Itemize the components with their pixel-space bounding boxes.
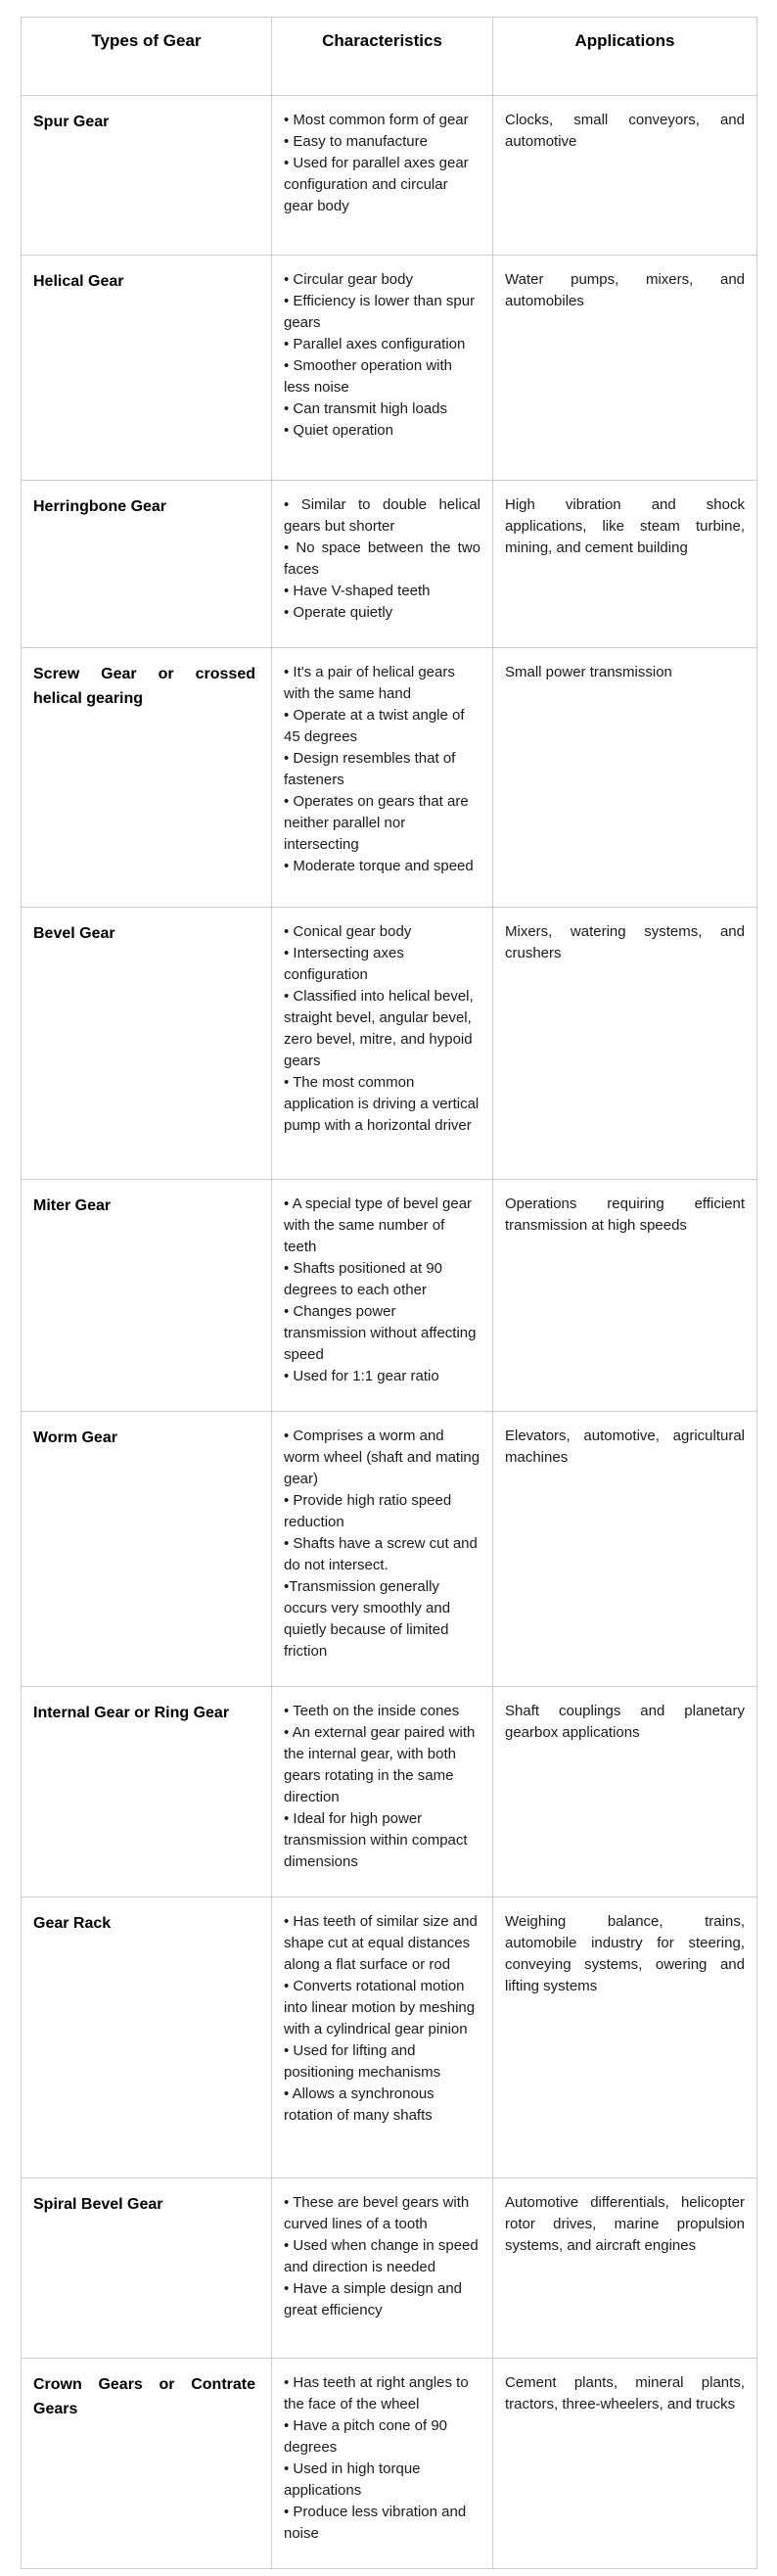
applications-cell: Clocks, small conveyors, and automotive — [493, 96, 757, 256]
column-header-characteristics: Characteristics — [272, 18, 493, 96]
column-header-types-of-gear: Types of Gear — [22, 18, 272, 96]
characteristic-item: • Design resembles that of fasteners — [284, 750, 456, 788]
characteristics-cell — [272, 2178, 493, 2359]
characteristic-item: • Have V-shaped teeth — [284, 583, 431, 599]
characteristic-item: • Comprises a worm and worm wheel (shaft and mating gear) — [284, 1428, 480, 1487]
table-row — [22, 2359, 757, 2569]
characteristics-cell — [272, 1412, 493, 1687]
characteristic-item: • Has teeth at right angles to the face of the wheel — [284, 2374, 469, 2412]
characteristic-item: • Circular gear body — [284, 271, 413, 288]
table-row — [22, 96, 757, 256]
characteristic-item: • Operate at a twist angle of 45 degrees — [284, 707, 465, 745]
characteristic-item: • Changes power transmission without affecting speed — [284, 1303, 477, 1363]
characteristic-item: • These are bevel gears with curved lines of a tooth — [284, 2194, 470, 2232]
applications-cell: Weighing balance, trains, automobile industry for steering, conveying systems, owering and lifting systems — [493, 1897, 757, 2178]
characteristic-item: •Transmission generally occurs very smoothly and quietly because of limited friction — [284, 1578, 451, 1660]
gear-type-cell: Bevel Gear — [22, 908, 272, 1180]
table-row — [22, 1180, 757, 1412]
characteristics-cell — [272, 1687, 493, 1897]
table-row — [22, 2178, 757, 2359]
table-row — [22, 1687, 757, 1897]
characteristic-item: • Used in high torque applications — [284, 2460, 421, 2499]
characteristics-cell — [272, 96, 493, 256]
gear-types-table — [21, 17, 757, 2569]
characteristic-item: • Similar to double helical gears but shorter — [284, 496, 480, 535]
applications-cell: Shaft couplings and planetary gearbox applications — [493, 1687, 757, 1897]
characteristic-item: • An external gear paired with the internal gear, with both gears rotating in the same direction — [284, 1724, 476, 1805]
characteristic-item: • Converts rotational motion into linear motion by meshing with a cylindrical gear pinion — [284, 1978, 476, 2037]
applications-cell: Small power transmission — [493, 648, 757, 908]
characteristics-cell — [272, 1897, 493, 2178]
characteristic-item: • Quiet operation — [284, 422, 393, 439]
gear-type-cell: Worm Gear — [22, 1412, 272, 1687]
characteristic-item: • Conical gear body — [284, 923, 412, 940]
characteristic-item: • Ideal for high power transmission within compact dimensions — [284, 1810, 468, 1870]
characteristics-cell — [272, 256, 493, 481]
characteristic-item: • Easy to manufacture — [284, 133, 428, 150]
characteristic-item: • No space between the two faces — [284, 539, 480, 578]
characteristic-item: • Teeth on the inside cones — [284, 1703, 460, 1719]
characteristic-item: • Used when change in speed and direction is needed — [284, 2237, 479, 2275]
characteristic-item: • It's a pair of helical gears with the same hand — [284, 664, 455, 702]
applications-cell: Cement plants, mineral plants, tractors, three-wheelers, and trucks — [493, 2359, 757, 2569]
table-row — [22, 1412, 757, 1687]
gear-type-cell: Crown Gears or Contrate Gears — [22, 2359, 272, 2569]
characteristic-item: • Shafts positioned at 90 degrees to each other — [284, 1260, 443, 1298]
characteristic-item: • Most common form of gear — [284, 112, 469, 128]
characteristic-item: • Have a pitch cone of 90 degrees — [284, 2417, 448, 2456]
characteristics-cell — [272, 481, 493, 648]
applications-cell: Mixers, watering systems, and crushers — [493, 908, 757, 1180]
characteristic-item: • Intersecting axes configuration — [284, 945, 404, 983]
gear-type-cell: Screw Gear or crossed helical gearing — [22, 648, 272, 908]
characteristic-item: • Can transmit high loads — [284, 400, 447, 417]
applications-cell: Elevators, automotive, agricultural machines — [493, 1412, 757, 1687]
characteristic-item: • Provide high ratio speed reduction — [284, 1492, 452, 1530]
table-header-row — [22, 18, 757, 96]
gear-type-cell: Spiral Bevel Gear — [22, 2178, 272, 2359]
characteristic-item: • Efficiency is lower than spur gears — [284, 293, 476, 331]
characteristic-item: • Smoother operation with less noise — [284, 357, 453, 396]
table-row — [22, 256, 757, 481]
gear-type-cell: Gear Rack — [22, 1897, 272, 2178]
characteristic-item: • The most common application is driving a vertical pump with a horizontal driver — [284, 1074, 480, 1134]
gear-type-cell: Herringbone Gear — [22, 481, 272, 648]
characteristic-item: • A special type of bevel gear with the same number of teeth — [284, 1195, 473, 1255]
characteristics-cell — [272, 648, 493, 908]
characteristic-item: • Used for 1:1 gear ratio — [284, 1368, 439, 1384]
characteristics-cell — [272, 2359, 493, 2569]
characteristic-item: • Used for parallel axes gear configuration and circular gear body — [284, 155, 469, 214]
characteristic-item: • Has teeth of similar size and shape cut at equal distances along a flat surface or rod — [284, 1913, 478, 1973]
table-row — [22, 648, 757, 908]
characteristic-item: • Classified into helical bevel, straight bevel, angular bevel, zero bevel, mitre, and hypoid gears — [284, 988, 474, 1069]
column-header-applications: Applications — [493, 18, 757, 96]
gear-type-cell: Helical Gear — [22, 256, 272, 481]
applications-cell: Automotive differentials, helicopter rotor drives, marine propulsion systems, and aircraft engines — [493, 2178, 757, 2359]
gear-type-cell: Internal Gear or Ring Gear — [22, 1687, 272, 1897]
characteristic-item: • Operate quietly — [284, 604, 393, 621]
table-row — [22, 1897, 757, 2178]
table-row — [22, 481, 757, 648]
applications-cell: Water pumps, mixers, and automobiles — [493, 256, 757, 481]
characteristic-item: • Shafts have a screw cut and do not intersect. — [284, 1535, 478, 1573]
characteristic-item: • Produce less vibration and noise — [284, 2504, 467, 2542]
characteristic-item: • Used for lifting and positioning mechanisms — [284, 2042, 441, 2081]
applications-cell: Operations requiring efficient transmission at high speeds — [493, 1180, 757, 1412]
applications-cell: High vibration and shock applications, like steam turbine, mining, and cement building — [493, 481, 757, 648]
gear-type-cell: Spur Gear — [22, 96, 272, 256]
characteristics-cell — [272, 908, 493, 1180]
characteristic-item: • Have a simple design and great efficiency — [284, 2280, 463, 2318]
gear-type-cell: Miter Gear — [22, 1180, 272, 1412]
characteristics-cell — [272, 1180, 493, 1412]
characteristic-item: • Operates on gears that are neither parallel nor intersecting — [284, 793, 469, 853]
characteristic-item: • Moderate torque and speed — [284, 858, 474, 874]
table-row — [22, 908, 757, 1180]
characteristic-item: • Allows a synchronous rotation of many shafts — [284, 2085, 434, 2124]
characteristic-item: • Parallel axes configuration — [284, 336, 466, 352]
